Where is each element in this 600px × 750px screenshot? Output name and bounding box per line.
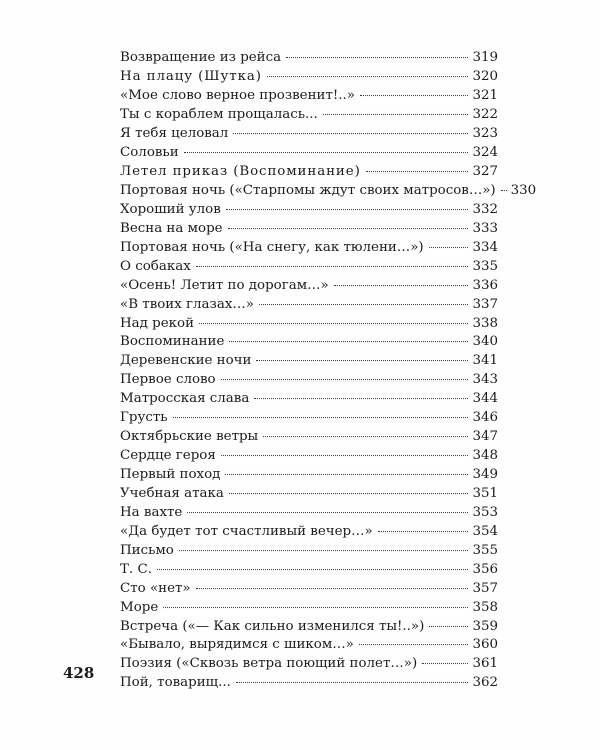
toc-entry-title: Летел приказ (Воспоминание) (120, 164, 361, 180)
table-of-contents (120, 47, 537, 691)
dot-leader (429, 612, 468, 626)
toc-entry-title: Т. С. (120, 561, 152, 577)
toc-entry-page: 334 (472, 239, 498, 255)
toc-entry-title: Первый поход (120, 467, 221, 483)
toc-entry-title: Ты с кораблем прощалась... (120, 107, 318, 123)
toc-entry-title: «Бывало, вырядимся с шиком…» (120, 637, 354, 653)
toc-entry (120, 161, 498, 180)
dot-leader (429, 233, 469, 247)
toc-entry-page: 338 (472, 315, 498, 331)
toc-entry-title: «Мое слово верное прозвенит!..» (120, 88, 355, 104)
toc-entry-page: 357 (472, 580, 498, 596)
toc-entry-page: 327 (472, 164, 498, 180)
toc-entry-title: Деревенские ночи (120, 353, 252, 369)
toc-entry-title: «Да будет тот счастливый вечер…» (120, 523, 373, 539)
toc-entry-title: Пой, товарищ... (120, 675, 231, 691)
toc-entry-page: 360 (472, 637, 498, 653)
toc-entry-title: На плацу (Шутка) (120, 69, 262, 85)
dot-leader (229, 480, 469, 494)
dot-leader (196, 574, 469, 588)
toc-entry-page: 355 (472, 542, 498, 558)
toc-entry-page: 336 (472, 277, 498, 293)
dot-leader (173, 404, 469, 418)
dot-leader (184, 139, 469, 153)
dot-leader (360, 82, 468, 96)
toc-entry-page: 347 (472, 429, 498, 445)
dot-leader (422, 650, 468, 664)
dot-leader (286, 44, 468, 58)
toc-entry-title: Сто «нет» (120, 580, 191, 596)
toc-entry-title: Письмо (120, 542, 174, 558)
dot-leader (221, 366, 469, 380)
page-number: 428 (63, 664, 95, 682)
dot-leader (187, 499, 468, 513)
dot-leader (359, 631, 469, 645)
toc-entry-title: Портовая ночь («На снегу, как тюлени…») (120, 239, 424, 255)
toc-entry-page: 344 (472, 391, 498, 407)
dot-leader (256, 347, 468, 361)
toc-entry-title: Хороший улов (120, 201, 221, 217)
toc-entry-page: 321 (472, 88, 498, 104)
toc-entry-page: 320 (472, 69, 498, 85)
dot-leader (378, 517, 469, 531)
toc-entry-title: Портовая ночь («Старпомы ждут своих матросов…») (120, 182, 496, 198)
dot-leader (228, 214, 469, 228)
dot-leader (226, 196, 469, 210)
toc-entry-page: 332 (472, 201, 498, 217)
toc-entry-title: На вахте (120, 504, 183, 520)
toc-entry-page: 341 (472, 353, 498, 369)
dot-leader (163, 593, 468, 607)
toc-entry-page: 322 (472, 107, 498, 123)
toc-entry-page: 358 (472, 599, 498, 615)
toc-entry-title: Октябрьские ветры (120, 429, 259, 445)
toc-entry-title: Встреча («— Как сильно изменился ты!..») (120, 618, 425, 634)
dot-leader (334, 271, 469, 285)
toc-entry-page: 323 (472, 126, 498, 142)
dot-leader (196, 252, 469, 266)
dot-leader (254, 385, 468, 399)
toc-entry-page: 324 (472, 145, 498, 161)
toc-entry-title: «В твоих глазах…» (120, 296, 254, 312)
toc-entry-title: Поэзия («Сквозь ветра поющий полет…») (120, 656, 418, 672)
dot-leader (259, 290, 468, 304)
toc-entry-page: 343 (472, 372, 498, 388)
toc-entry-title: Грусть (120, 410, 168, 426)
toc-entry-title: Возвращение из рейса (120, 50, 282, 66)
dot-leader (236, 669, 469, 683)
toc-entry-title: Я тебя целовал (120, 126, 229, 142)
toc-entry-title: «Осень! Летит по дорогам…» (120, 277, 329, 293)
dot-leader (501, 177, 507, 191)
toc-entry-page: 354 (472, 523, 498, 539)
toc-entry-page: 333 (472, 220, 498, 236)
toc-entry-page: 362 (472, 675, 498, 691)
toc-entry-page: 351 (472, 485, 498, 501)
toc-entry-page: 348 (472, 448, 498, 464)
toc-entry (120, 672, 498, 691)
toc-entry-page: 319 (472, 50, 498, 66)
toc-entry-page: 337 (472, 296, 498, 312)
dot-leader (323, 101, 469, 115)
dot-leader (366, 158, 469, 172)
toc-entry-title: О собаках (120, 258, 191, 274)
dot-leader (157, 555, 468, 569)
dot-leader (199, 309, 468, 323)
toc-entry-page: 359 (472, 618, 498, 634)
toc-entry-title: Сердце героя (120, 448, 216, 464)
toc-entry-page: 335 (472, 258, 498, 274)
toc-entry-title: Весна на море (120, 220, 223, 236)
toc-entry-title: Море (120, 599, 159, 615)
toc-entry-page: 353 (472, 504, 498, 520)
toc-entry-page: 349 (472, 467, 498, 483)
toc-entry-title: Соловьи (120, 145, 179, 161)
toc-entry-page: 340 (472, 334, 498, 350)
dot-leader (229, 328, 468, 342)
dot-leader (179, 536, 469, 550)
dot-leader (267, 63, 469, 77)
toc-entry-page: 346 (472, 410, 498, 426)
toc-entry-title: Над рекой (120, 315, 195, 331)
toc-entry-page: 356 (472, 561, 498, 577)
dot-leader (233, 120, 468, 134)
toc-entry-title: Матросская слава (120, 391, 250, 407)
dot-leader (263, 423, 468, 437)
toc-entry-page: 361 (472, 656, 498, 672)
toc-entry-title: Первое слово (120, 372, 216, 388)
dot-leader (221, 442, 469, 456)
toc-entry-title: Воспоминание (120, 334, 225, 350)
dot-leader (225, 461, 468, 475)
toc-entry-title: Учебная атака (120, 485, 224, 501)
toc-entry-page: 330 (510, 182, 537, 198)
